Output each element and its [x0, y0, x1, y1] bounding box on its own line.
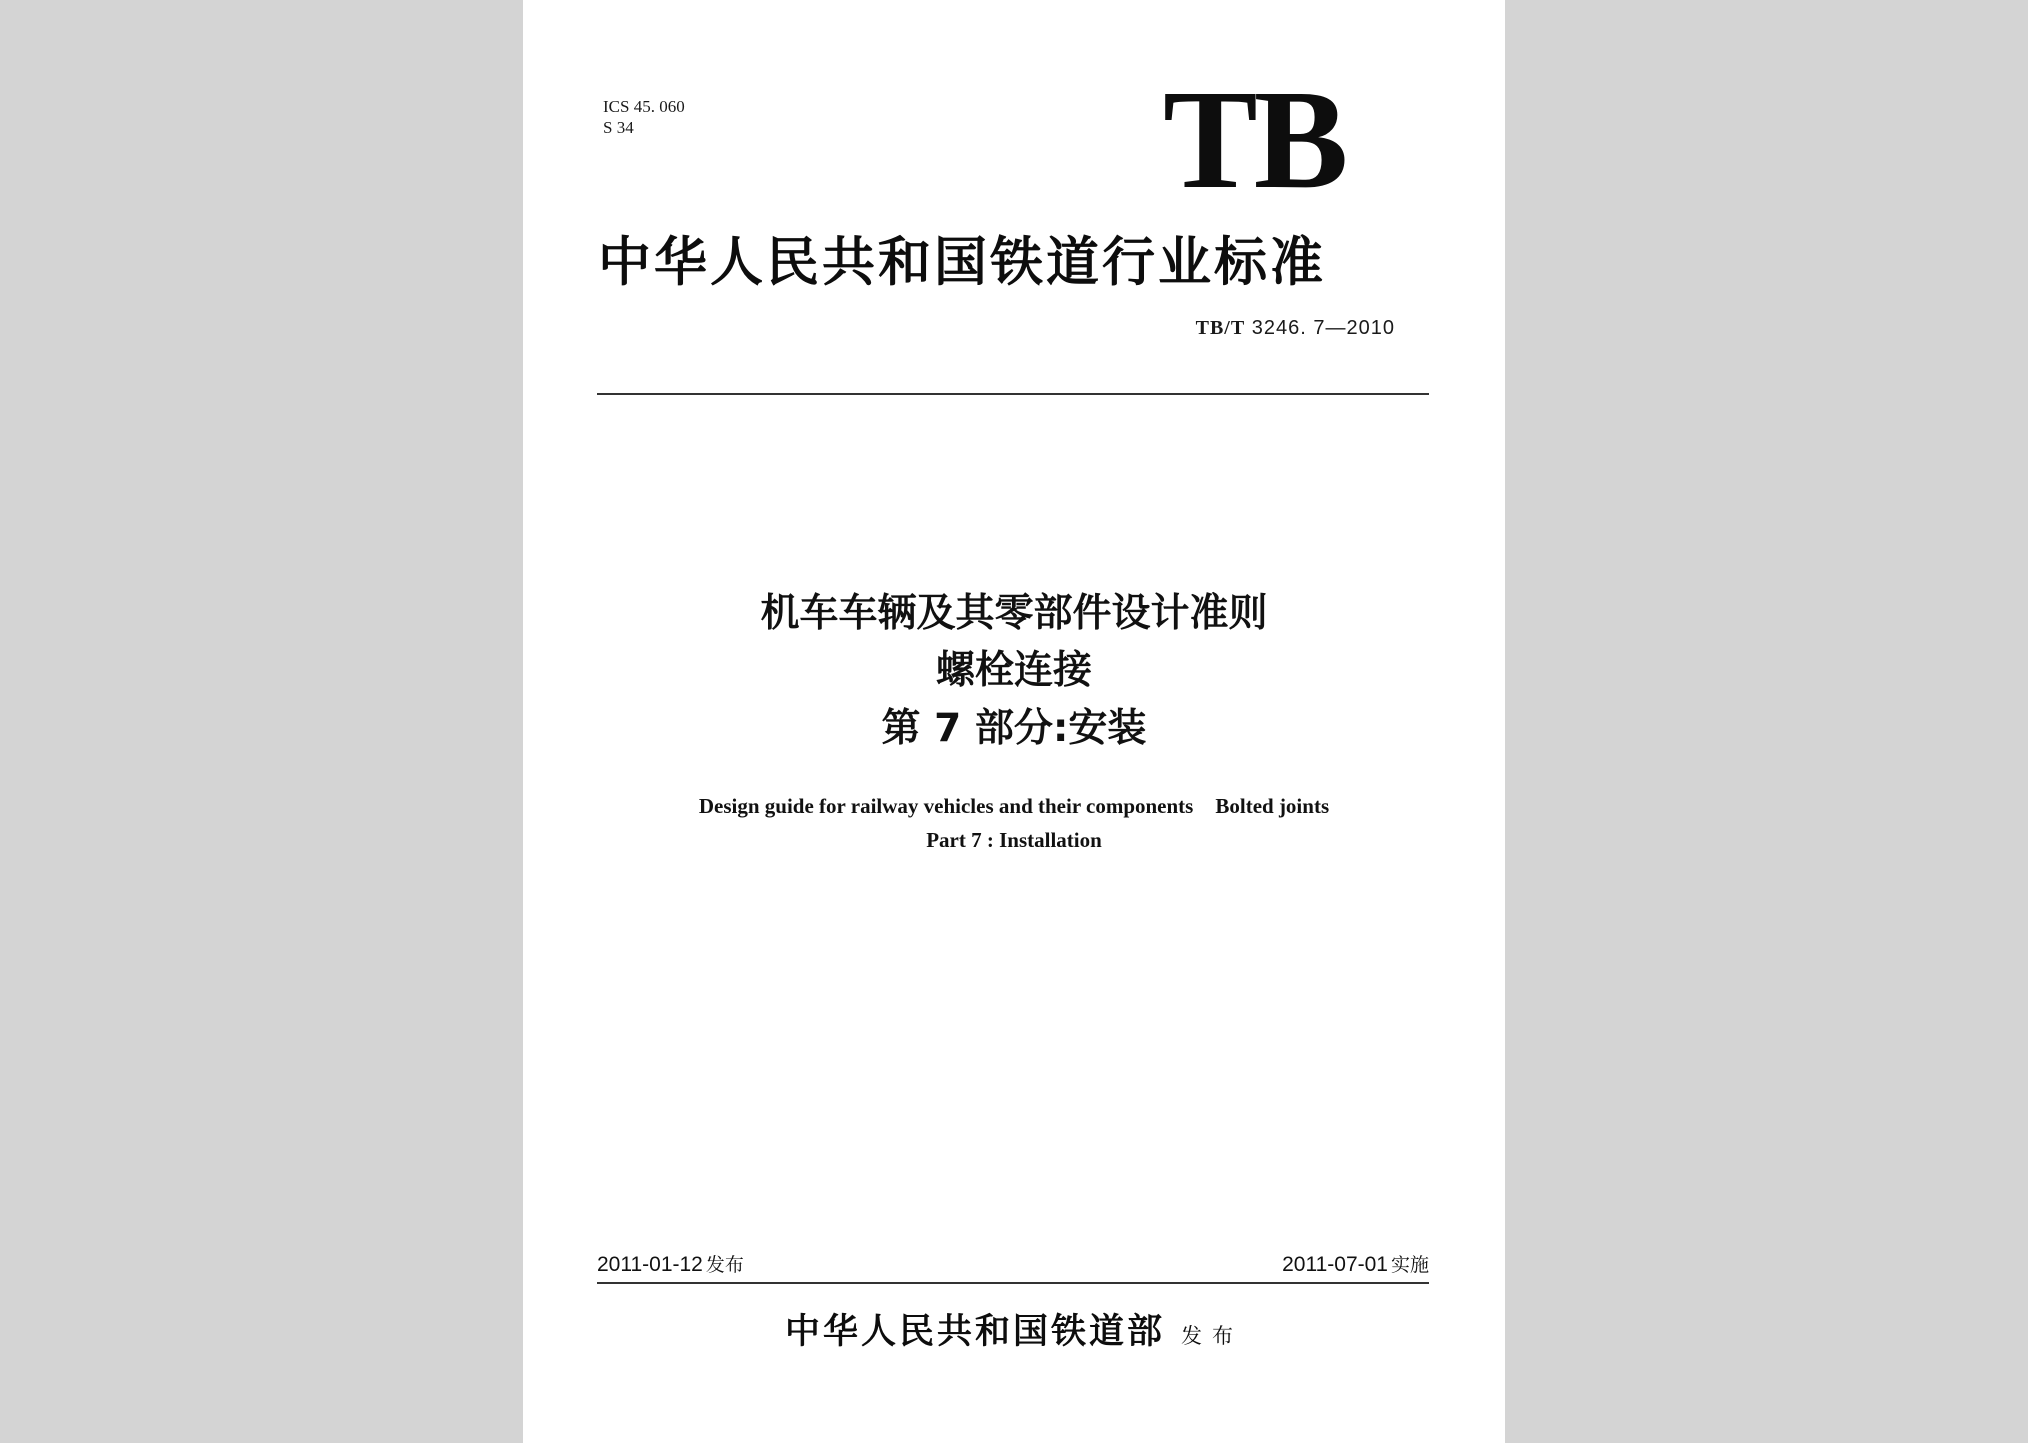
classification-codes: [603, 96, 685, 138]
top-divider: [597, 393, 1429, 395]
ics-code: ICS 45. 060: [603, 97, 685, 116]
bottom-divider: [597, 1282, 1429, 1284]
implementation-date-label: 实施: [1390, 1254, 1429, 1276]
english-title-sub: Bolted joints: [1215, 794, 1330, 818]
publisher-name: 中华人民共和国铁道部: [784, 1311, 1165, 1352]
publisher-line: [523, 1310, 1505, 1354]
chinese-title-line-1: 机车车辆及其零部件设计准则: [760, 591, 1268, 636]
english-title-line-1: [523, 791, 1505, 821]
issue-date-value: 2011-01-12: [597, 1253, 703, 1276]
document-page: [523, 0, 1505, 1443]
publisher-action: 发布: [1181, 1324, 1243, 1348]
english-title-line-2: Part 7 : Installation: [926, 828, 1102, 852]
industry-standard-title: 中华人民共和国铁道行业标准: [598, 231, 1326, 293]
issue-date-label: 发布: [705, 1254, 744, 1276]
implementation-date: [1282, 1252, 1429, 1278]
standard-number-prefix: TB/T: [1195, 317, 1246, 339]
ccs-code: S 34: [603, 118, 634, 137]
implementation-date-value: 2011-07-01: [1282, 1253, 1388, 1276]
issue-date: [597, 1252, 744, 1278]
english-title-main: Design guide for railway vehicles and their components: [698, 794, 1194, 818]
chinese-title-line-3: 第 7 部分:安装: [881, 706, 1147, 751]
tb-logo: TB: [1163, 60, 1345, 218]
chinese-title-line-2: 螺栓连接: [935, 648, 1092, 693]
standard-number: [1196, 316, 1395, 340]
standard-number-value: 3246. 7—2010: [1251, 317, 1395, 339]
